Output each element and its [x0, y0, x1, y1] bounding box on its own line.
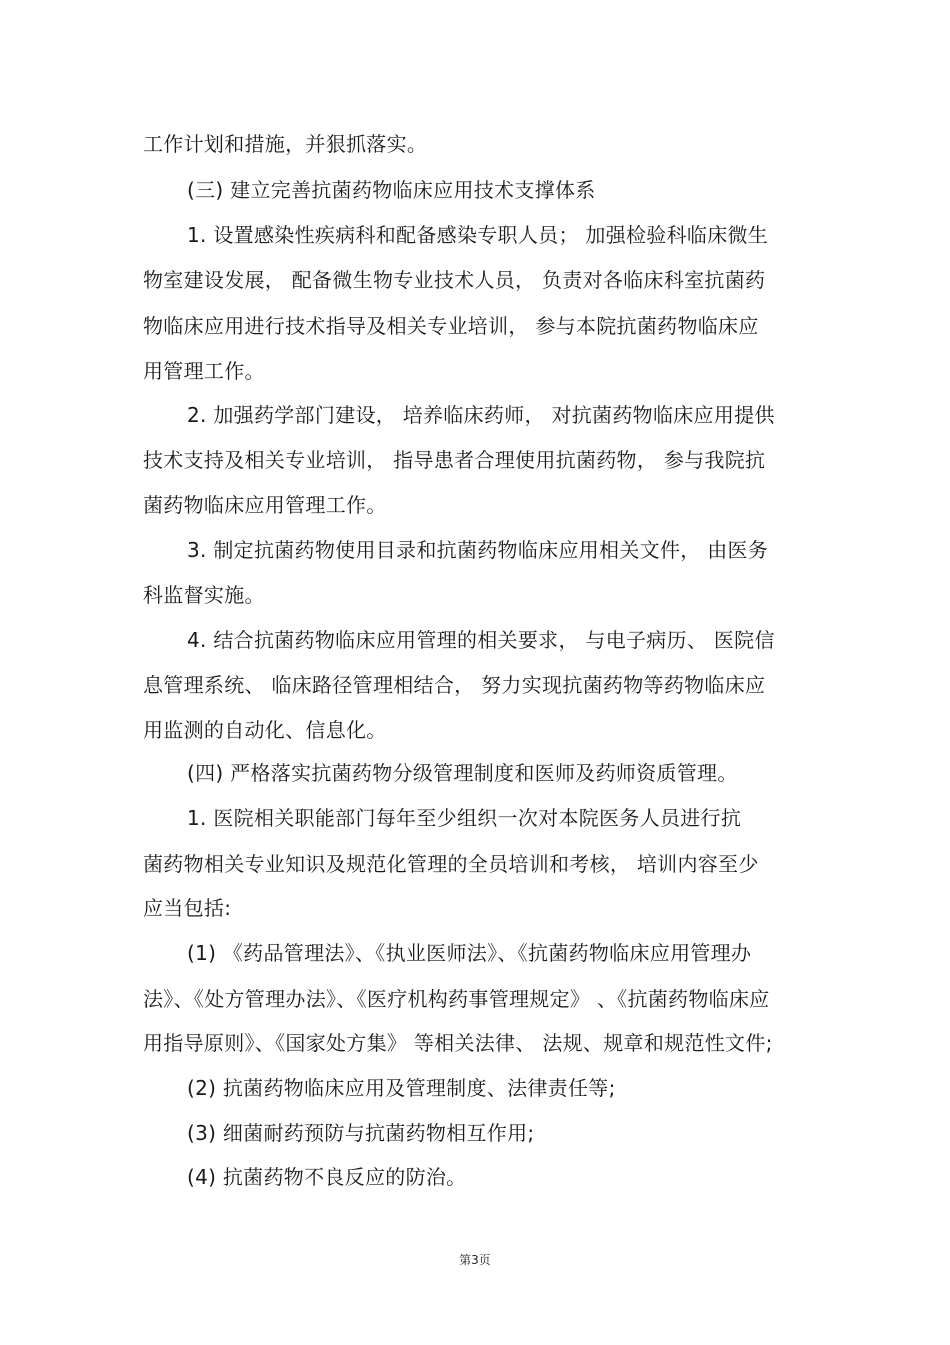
page-number: 第3页: [459, 1253, 491, 1267]
text-line: 1. 医院相关职能部门每年至少组织一次对本院医务人员进行抗: [187, 806, 742, 830]
text-line: 应当包括:: [143, 896, 232, 920]
text-line: 法》、《处方管理办法》、《医疗机构药事管理规定》 、《抗菌药物临床应: [143, 987, 770, 1011]
text-line: 3. 制定抗菌药物使用目录和抗菌药物临床应用相关文件， 由医务: [187, 538, 769, 562]
text-line: 科监督实施。: [143, 583, 265, 607]
text-line: 菌药物临床应用管理工作。: [143, 493, 387, 517]
section-heading: (四) 严格落实抗菌药物分级管理制度和医师及药师资质管理。: [187, 761, 738, 785]
text-line: 物室建设发展， 配备微生物专业技术人员， 负责对各临床科室抗菌药: [143, 268, 766, 292]
text-line: 2. 加强药学部门建设， 培养临床药师， 对抗菌药物临床应用提供: [187, 403, 775, 427]
text-line: 物临床应用进行技术指导及相关专业培训， 参与本院抗菌药物临床应: [143, 314, 759, 338]
text-line: 工作计划和措施，并狠抓落实。: [143, 132, 428, 156]
text-line: (1) 《药品管理法》、《执业医师法》、《抗菌药物临床应用管理办: [187, 941, 752, 965]
text-line: 菌药物相关专业知识及规范化管理的全员培训和考核， 培训内容至少: [143, 852, 759, 876]
list-item: (2) 抗菌药物临床应用及管理制度、法律责任等;: [187, 1076, 616, 1100]
section-heading: (三) 建立完善抗菌药物临床应用技术支撑体系: [187, 178, 596, 202]
text-line: 4. 结合抗菌药物临床应用管理的相关要求， 与电子病历、 医院信: [187, 628, 775, 652]
text-line: 息管理系统、 临床路径管理相结合， 努力实现抗菌药物等药物临床应: [143, 673, 766, 697]
text-line: 用监测的自动化、信息化。: [143, 718, 387, 742]
text-line: 1. 设置感染性疾病科和配备感染专职人员； 加强检验科临床微生: [187, 223, 769, 247]
list-item: (3) 细菌耐药预防与抗菌药物相互作用;: [187, 1121, 535, 1145]
list-item: (4) 抗菌药物不良反应的防治。: [187, 1165, 467, 1189]
text-line: 用管理工作。: [143, 359, 265, 383]
text-line: 用指导原则》、《国家处方集》 等相关法律、 法规、规章和规范性文件;: [143, 1031, 773, 1055]
text-line: 技术支持及相关专业培训， 指导患者合理使用抗菌药物， 参与我院抗: [143, 448, 766, 472]
